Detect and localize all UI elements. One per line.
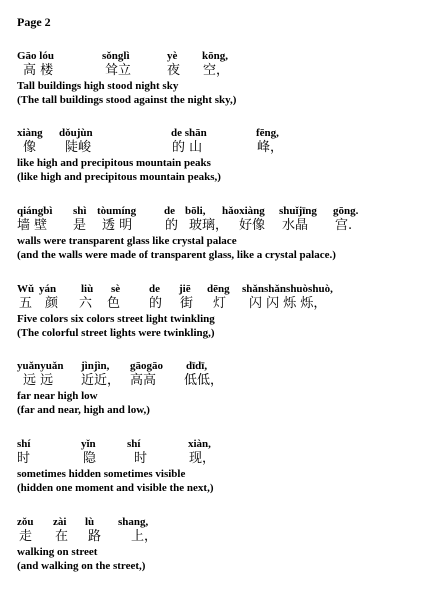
hanzi-word: 像 (23, 140, 37, 155)
pinyin-word: kōng, (202, 50, 228, 62)
hanzi-word: 峰， (257, 140, 284, 155)
hanzi-word: 的 (149, 296, 163, 311)
pinyin-word: shǎnshǎnshuòshuò, (242, 283, 333, 295)
english-translation: (far and near, high and low,) (17, 404, 150, 416)
stanza (17, 360, 417, 417)
pinyin-word: qiángbì (17, 205, 53, 217)
hanzi-word: 高 楼 (23, 63, 54, 78)
pinyin-line (17, 516, 417, 529)
pinyin-line (17, 283, 417, 296)
pinyin-word: tòumíng (97, 205, 137, 217)
pinyin-line (17, 438, 417, 451)
hanzi-word: 六 (79, 296, 93, 311)
english-translation: (hidden one moment and visible the next,) (17, 482, 214, 494)
hanzi-word: 走 (19, 529, 33, 544)
pinyin-word: yán (39, 283, 57, 295)
pinyin-word: gāogāo (130, 360, 163, 372)
english-gloss: far near high low (17, 390, 98, 402)
english-gloss: walls were transparent glass like crystal palace (17, 235, 237, 247)
hanzi-word: 上， (131, 529, 158, 544)
hanzi-word: 墙 壁 (17, 218, 48, 233)
hanzi-word: 色 (107, 296, 121, 311)
hanzi-word: 陡峻 (65, 140, 92, 155)
pinyin-word: Gāo lóu (17, 50, 54, 62)
hanzi-word: 在 (55, 529, 69, 544)
pinyin-word: shang, (118, 516, 149, 528)
stanza (17, 516, 417, 573)
english-gloss: like high and precipitous mountain peaks (17, 157, 211, 169)
pinyin-word: liù (81, 283, 94, 295)
english-translation: (like high and precipitous mountain peaks,) (17, 171, 221, 183)
pinyin-word: fēng, (256, 127, 279, 139)
pinyin-word: sǒnglì (102, 50, 130, 62)
hanzi-word: 颜 (45, 296, 59, 311)
hanzi-line (17, 140, 417, 156)
hanzi-line (17, 296, 417, 312)
english-translation: (and the walls were made of transparent glass, like a crystal palace.) (17, 249, 336, 261)
pinyin-word: yuǎnyuǎn (17, 360, 64, 372)
pinyin-word: dēng (207, 283, 230, 295)
hanzi-word: 是 (73, 218, 87, 233)
hanzi-word: 透 明 (102, 218, 133, 233)
hanzi-word: 时 (134, 451, 148, 466)
hanzi-word: 空， (203, 63, 230, 78)
hanzi-word: 现， (189, 451, 216, 466)
hanzi-line (17, 529, 417, 545)
hanzi-word: 夜 (167, 63, 181, 78)
hanzi-word: 玻璃， (189, 218, 229, 233)
pinyin-line (17, 50, 417, 63)
hanzi-word: 高高 (130, 373, 157, 388)
hanzi-word: 宫. (335, 218, 353, 233)
pinyin-word: yǐn (81, 438, 96, 450)
pinyin-word: de (149, 283, 160, 295)
pinyin-word: hǎoxiàng (222, 205, 265, 217)
english-translation: (and walking on the street,) (17, 560, 146, 572)
hanzi-word: 低低， (184, 373, 224, 388)
hanzi-word: 街 (180, 296, 194, 311)
hanzi-line (17, 373, 417, 389)
hanzi-word: 五 (19, 296, 33, 311)
hanzi-word: 灯 (213, 296, 227, 311)
hanzi-word: 时 (17, 451, 31, 466)
pinyin-word: dīdī, (186, 360, 208, 372)
pinyin-word: lù (85, 516, 95, 528)
pinyin-word: zǒu (17, 516, 34, 528)
pinyin-word: jìnjìn, (81, 360, 110, 372)
hanzi-word: 水晶 (282, 218, 309, 233)
pinyin-word: dǒujùn (59, 127, 93, 139)
hanzi-word: 耸立 (105, 63, 132, 78)
pinyin-word: shí (127, 438, 141, 450)
hanzi-word: 路 (88, 529, 102, 544)
hanzi-word: 的 (165, 218, 179, 233)
pinyin-word: Wǔ (17, 283, 35, 295)
page-label: Page 2 (17, 15, 51, 29)
hanzi-word: 远 远 (23, 373, 54, 388)
hanzi-line (17, 63, 417, 79)
pinyin-line (17, 205, 417, 218)
pinyin-word: shì (73, 205, 87, 217)
pinyin-word: xiàng (17, 127, 43, 139)
stanza (17, 205, 417, 262)
stanza (17, 438, 417, 495)
hanzi-word: 的 山 (172, 140, 203, 155)
hanzi-line (17, 218, 417, 234)
pinyin-word: shuǐjīng (279, 205, 317, 217)
hanzi-word: 近近， (81, 373, 121, 388)
stanza (17, 127, 417, 184)
hanzi-line (17, 451, 417, 467)
hanzi-word: 隐 (83, 451, 97, 466)
stanza (17, 50, 417, 107)
pinyin-word: zài (53, 516, 67, 528)
pinyin-word: xiàn, (188, 438, 211, 450)
english-gloss: sometimes hidden sometimes visible (17, 468, 186, 480)
pinyin-word: bōli, (185, 205, 206, 217)
english-gloss: Five colors six colors street light twinkling (17, 313, 215, 325)
stanza (17, 283, 417, 340)
pinyin-word: gōng. (333, 205, 359, 217)
pinyin-word: de shān (171, 127, 207, 139)
pinyin-word: shí (17, 438, 31, 450)
pinyin-line (17, 127, 417, 140)
english-translation: (The tall buildings stood against the night sky,) (17, 94, 237, 106)
english-translation: (The colorful street lights were twinkling,) (17, 327, 215, 339)
hanzi-word: 闪 闪 烁 烁， (249, 296, 327, 311)
hanzi-word: 好像 (239, 218, 266, 233)
english-gloss: Tall buildings high stood night sky (17, 80, 179, 92)
pinyin-word: sè (111, 283, 121, 295)
pinyin-word: de (164, 205, 175, 217)
pinyin-line (17, 360, 417, 373)
english-gloss: walking on street (17, 546, 98, 558)
pinyin-word: jiē (179, 283, 191, 295)
pinyin-word: yè (167, 50, 178, 62)
